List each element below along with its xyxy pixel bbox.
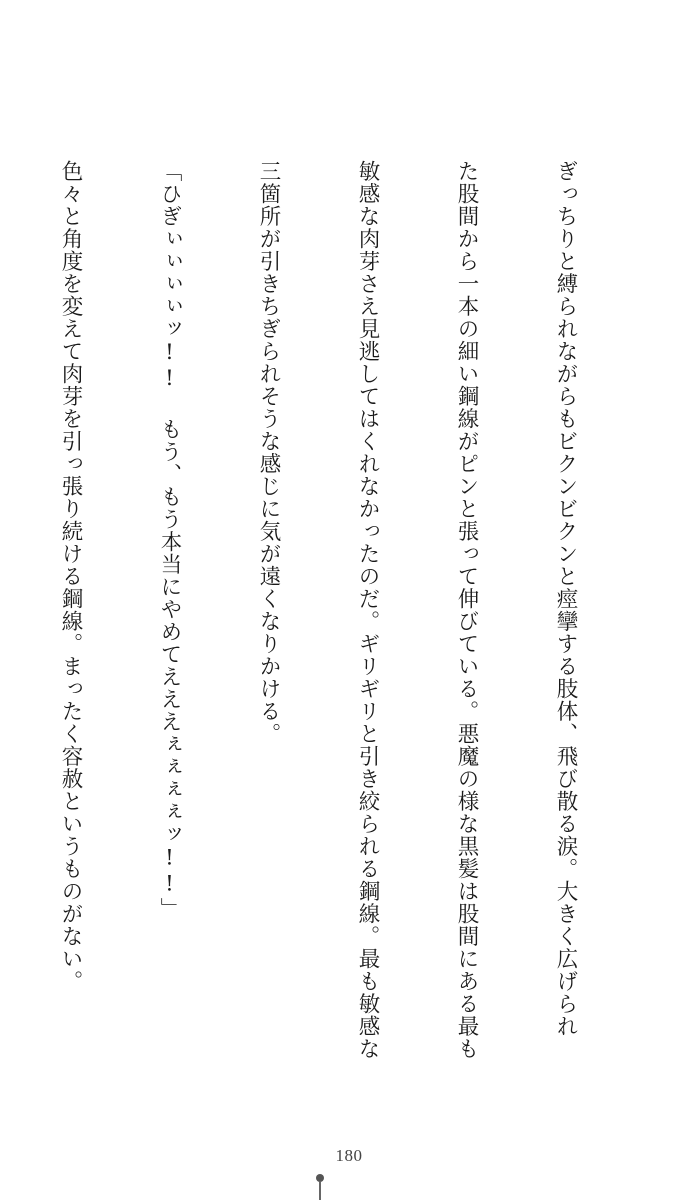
folio-stem-icon	[319, 1182, 321, 1200]
text-line: た股間から一本の細い鋼線がピンと張って伸びている。悪魔の様な黒髪は股間にある最も	[454, 160, 479, 1060]
text-line: 色々と角度を変えて肉芽を引っ張り続ける鋼線。まったく容赦というものがない。	[58, 160, 83, 993]
folio-dot-icon	[316, 1174, 324, 1182]
vertical-text-body	[48, 160, 648, 1150]
text-line: 敏感な肉芽さえ見逃してはくれなかったのだ。ギリギリと引き絞られる鋼線。最も敏感な	[355, 160, 380, 1060]
text-line: 三箇所が引きちぎられそうな感じに気が遠くなりかける。	[256, 160, 281, 745]
page-number: 180	[335, 1146, 363, 1165]
dialogue-line: 「ひぎぃぃぃぃッ!! もう、もう本当にやめてえええぇぇぇぇッ!!」	[157, 160, 182, 920]
text-line: ぎっちりと縛られながらもビクンビクンと痙攣する肢体、飛び散る涙。大きく広げられ	[553, 160, 578, 1038]
